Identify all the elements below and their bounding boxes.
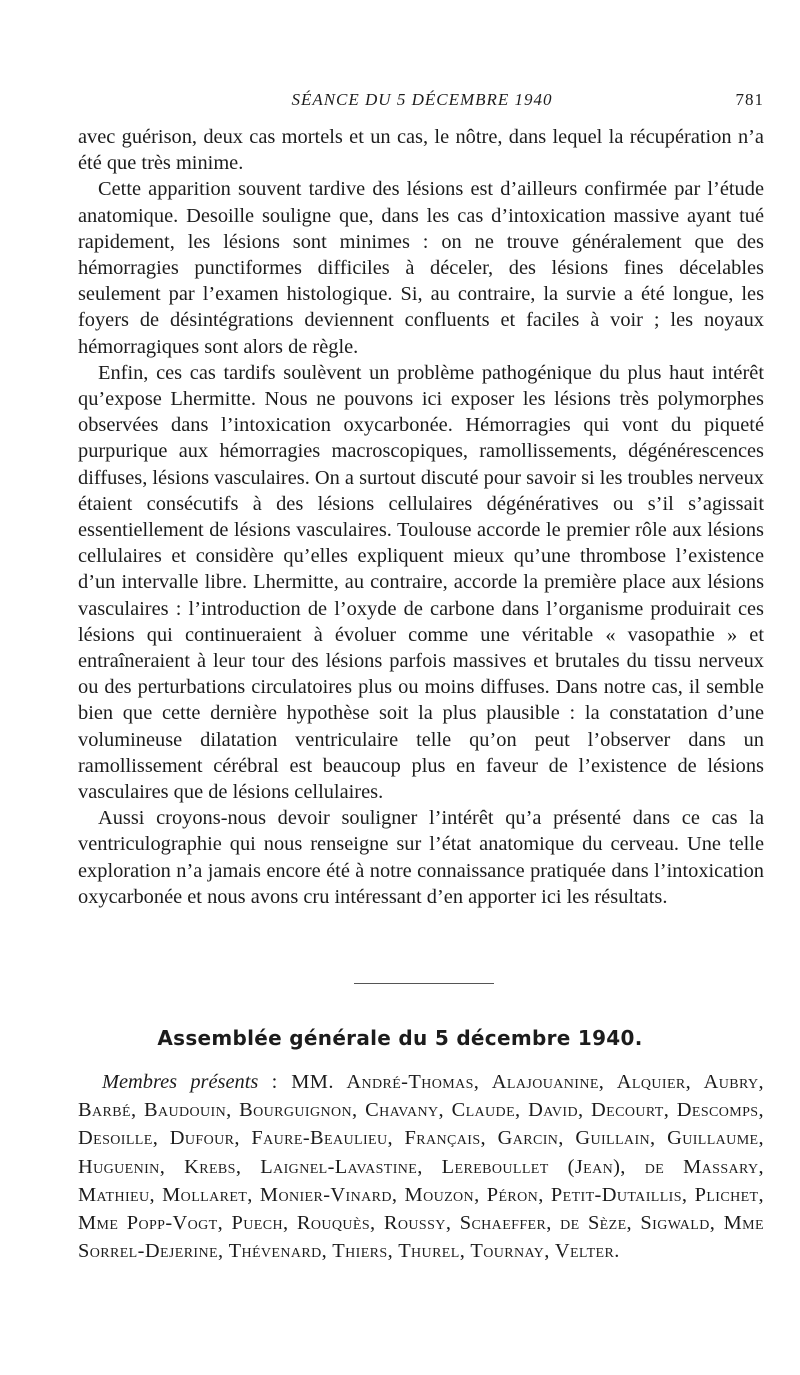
members-names: : MM. André-Thomas, Alajouanine, Alquier, Aubry, Barbé, Baudouin, Bourguignon, Chavany, Claude, David, Decourt, Descomps, Desoille, Dufour, Faure-Beaulieu, Français, Garcin, Guillain, Guillaume, Huguenin, Krebs, Laignel-Lavastine, Lereboullet (Jean), de Massary, Mathieu, Mollaret, Monier-Vinard, Mouzon, Péron, Petit-Dutaillis, Plichet, Mme Popp-Vogt, Puech, Rouquès, Roussy, Schaeffer, de Sèze, Sigwald, Mme Sorrel-Dejerine, Thévenard, Thiers, Thurel, Tournay, Velter. <box>78 1071 764 1263</box>
page-number: 781 <box>735 90 764 109</box>
paragraph: Aussi croyons-nous devoir souligner l’intérêt qu’a présenté dans ce cas la ventriculographie qui nous renseigne sur l’état anatomique du cerveau. Une telle exploration n’a jamais encore été à notre connaissance pratiquée dans l’intoxication oxycarbonée et nous avons cru intéressant d’en apporter ici les résultats. <box>78 807 764 908</box>
running-title: SÉANCE DU 5 DÉCEMBRE 1940 <box>291 90 553 109</box>
members-lead: Membres présents <box>102 1071 259 1093</box>
paragraph-continued: avec guérison, deux cas mortels et un cas, le nôtre, dans lequel la récupération n’a été que très minime. <box>78 126 764 175</box>
page-header <box>78 90 766 114</box>
members-present-list <box>78 1068 764 1265</box>
paragraph: Cette apparition souvent tardive des lésions est d’ailleurs confirmée par l’étude anatomique. Desoille souligne que, dans les cas d’intoxication massive ayant tué rapidement, les lésions sont minimes : on ne trouve généralement que des hémorragies punctiformes difficiles à déceler, des lésions fines décelables seulement par l’examen histologique. Si, au contraire, la survie a été longue, les foyers de désintégrations deviennent confluents et faciles à voir ; les noyaux hémorragiques sont alors de règle. <box>78 178 764 358</box>
article-body <box>78 124 764 910</box>
paragraph: Enfin, ces cas tardifs soulèvent un problème pathogénique du plus haut intérêt qu’expose Lhermitte. Nous ne pouvons ici exposer les lésions très polymorphes observées dans l’intoxication oxycarbonée. Hémorragies qui vont du piqueté purpurique aux hémorragies macroscopiques, ramollissements, dégénérescences diffuses, lésions vasculaires. On a surtout discuté pour savoir si les troubles nerveux étaient consécutifs à des lésions cellulaires dégénératives ou s’il s’agissait essentiellement de lésions vasculaires. Toulouse accorde le premier rôle aux lésions cellulaires et considère qu’elles expliquent mieux qu’une thrombose l’existence d’un intervalle libre. Lhermitte, au contraire, accorde la première place aux lésions vasculaires : l’introduction de l’oxyde de carbone dans l’organisme produirait ces lésions qui continueraient à évoluer comme une véritable « vasopathie » et entraîneraient à leur tour des lésions parfois massives et brutales du tissu nerveux ou des perturbations circulatoires plus ou moins diffuses. Dans notre cas, il semble bien que cette dernière hypothèse soit la plus plausible : la constatation d’une volumineuse dilatation ventriculaire telle qu’on peut l’observer dans un ramollissement cérébral est beaucoup plus en faveur de l’existence de lésions vasculaires que de lésions cellulaires. <box>78 361 764 804</box>
section-heading: Assemblée générale du 5 décembre 1940. <box>157 1026 643 1050</box>
section-divider <box>354 983 494 984</box>
